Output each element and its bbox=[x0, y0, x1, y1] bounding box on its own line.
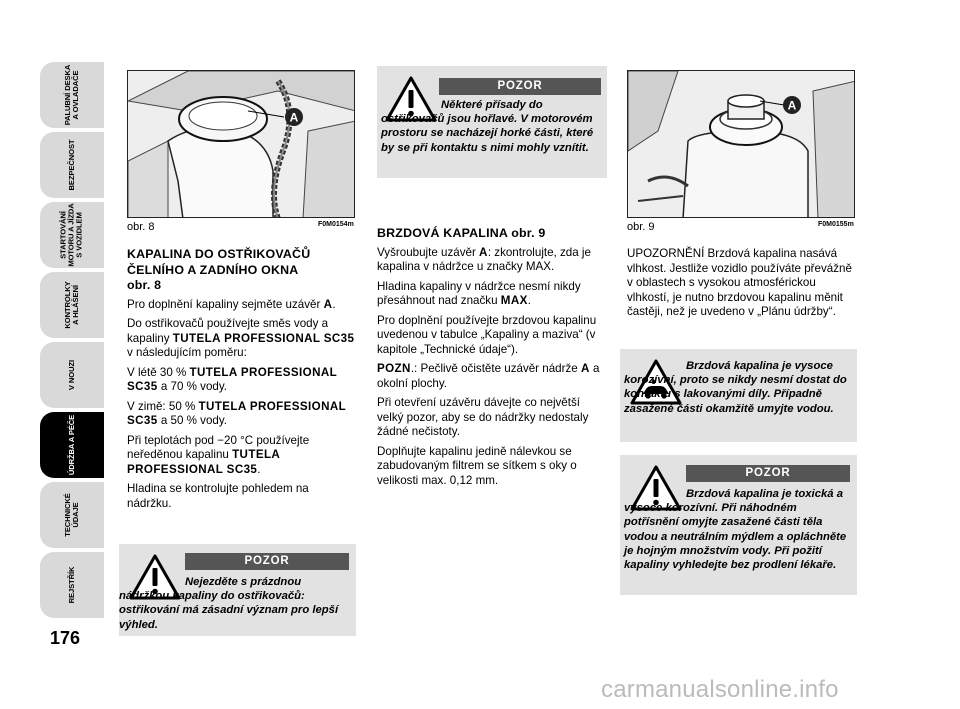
paragraph: Hladina se kontrolujte pohledem na nádržku. bbox=[127, 482, 309, 510]
paragraph: V létě 30 % TUTELA PROFESSIONAL SC35 a 70 % vody. bbox=[127, 365, 337, 393]
tab-udrzba-a-pece[interactable]: ÚDRŽBA A PÉČE bbox=[40, 412, 104, 478]
page-number: 176 bbox=[50, 628, 81, 648]
paragraph: UPOZORNĚNÍ Brzdová kapalina nasává vlhkost. Jestliže vozidlo používáte převážně v oblastech s vysokou atmosférickou vlhkostí, je nutno brzdovou kapalinu měnit častěji, než je uvedeno v „Plánu údržby“. bbox=[627, 247, 852, 318]
warning-body: Některé přísady do ostřikovačů jsou hořlavé. V motorovém prostoru se nacházejí horké části, které by se při kontaktu s nimi mohly vznítit. bbox=[381, 99, 594, 154]
washer-fluid-section bbox=[127, 247, 355, 516]
fig8-marker-a: A bbox=[289, 110, 299, 125]
washer-reservoir-illustration bbox=[128, 71, 355, 218]
paragraph: Při otevření uzávěru dávejte co největší velký pozor, aby se do nádržky nedostaly žádné nečistoty. bbox=[377, 396, 589, 438]
paragraph: Při teplotách pod −20 °C používejte neředěnou kapalinu TUTELA PROFESSIONAL SC35. bbox=[127, 433, 310, 476]
tab-rejstrik[interactable]: REJSTŘÍK bbox=[40, 552, 104, 618]
figure8-label: obr. 8 bbox=[127, 221, 155, 233]
tab-technicke-udaje[interactable]: TECHNICKÉ ÚDAJE bbox=[40, 482, 104, 548]
warning-body: Nejezděte s prázdnou nádržkou kapaliny do ostřikovačů: ostřikování má zásadní význam pro lepší výhled. bbox=[119, 576, 339, 631]
paragraph: Do ostřikovačů používejte směs vody a kapaliny TUTELA PROFESSIONAL SC35 v následujícím poměru: bbox=[127, 317, 355, 359]
paragraph: Hladina kapaliny v nádržce nesmí nikdy přesáhnout nad značku MAX. bbox=[377, 279, 581, 307]
washer-fluid-heading: KAPALINA DO OSTŘIKOVAČŮ ČELNÍHO A ZADNÍHO OKNA obr. 8 bbox=[127, 247, 311, 292]
warning-body: Brzdová kapalina je toxická a vysoce korozívní. Při náhodném potřísnění omyjte zasažené části těla vodou a neutrálním mýdlem a opláchněte je hojným množstvím vody. Při požití kapaliny vyhledejte bez prodlení lékaře. bbox=[624, 488, 847, 572]
tab-startovani[interactable]: STARTOVÁNÍ MOTORU A JÍZDA S VOZIDLEM bbox=[40, 202, 104, 268]
brake-reservoir-illustration bbox=[628, 71, 855, 218]
warning-box-flammable-additives bbox=[377, 66, 607, 178]
paragraph: V zimě: 50 % TUTELA PROFESSIONAL SC35 a 50 % vody. bbox=[127, 399, 346, 427]
figure-washer-reservoir bbox=[127, 70, 355, 218]
tab-v-nouzi[interactable]: V NOUZI bbox=[40, 342, 104, 408]
figure9-code: F0M0155m bbox=[818, 221, 854, 228]
tab-bezpecnost[interactable]: BEZPEČNOST bbox=[40, 132, 104, 198]
warning-body: Brzdová kapalina je vysoce korozívní, proto se nikdy nesmí dostat do kontaktu s lakovanými díly. Případně zasažené části okamžitě umyjte vodou. bbox=[624, 360, 847, 415]
brake-fluid-section bbox=[377, 226, 607, 493]
warning-title: POZOR bbox=[185, 553, 349, 570]
paragraph: Vyšroubujte uzávěr A: zkontrolujte, zda je kapalina v nádržce u značky MAX. bbox=[377, 245, 591, 273]
figure9-label: obr. 9 bbox=[627, 221, 655, 233]
warning-title: POZOR bbox=[686, 465, 850, 482]
paragraph: Pro doplnění používejte brzdovou kapalinu uvedenou v tabulce „Kapaliny a maziva“ (v kapitole „Technické údaje“). bbox=[377, 313, 597, 356]
warning-box-toxic-fluid bbox=[620, 455, 857, 595]
watermark: carmanualsonline.info bbox=[601, 676, 839, 703]
paragraph: POZN.: Pečlivě očistěte uzávěr nádrže A a okolní plochy. bbox=[377, 362, 600, 390]
warning-box-empty-washer bbox=[119, 544, 356, 636]
tab-palubni-deska[interactable]: PALUBNÍ DESKA A OVLADAČE bbox=[40, 62, 104, 128]
figure-brake-reservoir bbox=[627, 70, 855, 218]
figure8-code: F0M0154m bbox=[318, 221, 354, 228]
tab-kontrolky[interactable]: KONTROLKY A HLÁŠENÍ bbox=[40, 272, 104, 338]
paragraph: Pro doplnění kapaliny sejměte uzávěr A. bbox=[127, 297, 336, 311]
brake-fluid-notice bbox=[627, 247, 855, 325]
brake-fluid-heading: BRZDOVÁ KAPALINA obr. 9 bbox=[377, 226, 546, 240]
warning-title: POZOR bbox=[439, 78, 601, 95]
fig9-marker-a: A bbox=[787, 98, 797, 113]
paragraph: Doplňujte kapalinu jedině nálevkou se zabudovaným filtrem se sítkem s oky o velikosti max. 0,12 mm. bbox=[377, 444, 577, 487]
warning-box-paint-damage bbox=[620, 349, 857, 442]
